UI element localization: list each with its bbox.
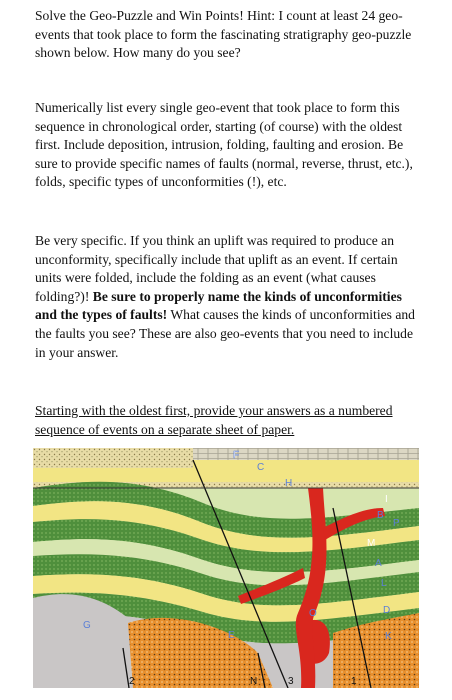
label-e: E xyxy=(228,630,235,641)
label-p: P xyxy=(393,518,400,529)
label-h: H xyxy=(285,478,293,489)
specifics-paragraph xyxy=(35,232,425,362)
label-k: K xyxy=(385,631,392,642)
label-n: N xyxy=(250,676,258,687)
specifics-text-2: What causes the kinds of unconformities and the faults you see? These are also geo-events that you need to include in your answer. xyxy=(35,307,415,360)
label-i: I xyxy=(385,494,388,505)
specifics-bold: Be sure to properly name the kinds of unconformities and the types of faults! xyxy=(35,288,402,323)
answer-format-paragraph: Starting with the oldest first, provide your answers as a numbered sequence of events on a separate sheet of paper. xyxy=(35,403,393,437)
label-g: G xyxy=(83,620,91,631)
intro-paragraph: Solve the Geo-Puzzle and Win Points! Hint: I count at least 24 geo-events that took place to form the fascinating stratigraphy geo-puzzle shown below. How many do you see? xyxy=(35,8,412,61)
instructions-paragraph: Numerically list every single geo-event that took place to form this sequence in chronological order, starting (of course) with the oldest first. Include deposition, intrusion, folding, faulting and erosion. Be sure to provide specific names of faults (normal, reverse, thrust, etc.), folds, specific types of unconformities (!), etc. xyxy=(35,100,413,190)
label-l: L xyxy=(381,578,387,589)
label-b: B xyxy=(377,510,384,521)
label-d: D xyxy=(383,605,391,616)
label-a: A xyxy=(375,558,382,569)
label-c: C xyxy=(257,462,265,473)
unit-c xyxy=(193,460,419,472)
label-f: F xyxy=(233,450,240,461)
stratigraphy-diagram xyxy=(33,448,419,688)
label-2: 2 xyxy=(129,676,135,687)
label-1: 1 xyxy=(351,676,357,687)
label-o: O xyxy=(309,608,317,619)
specifics-text-1: Be very specific. If you think an uplift was required to produce an unconformity, specifically include that uplift as an event. If certain units were folded, include the folding as an event (what causes folding?)! xyxy=(35,233,398,304)
label-m: M xyxy=(367,538,376,549)
unit-f xyxy=(193,448,419,460)
label-3: 3 xyxy=(288,676,294,687)
